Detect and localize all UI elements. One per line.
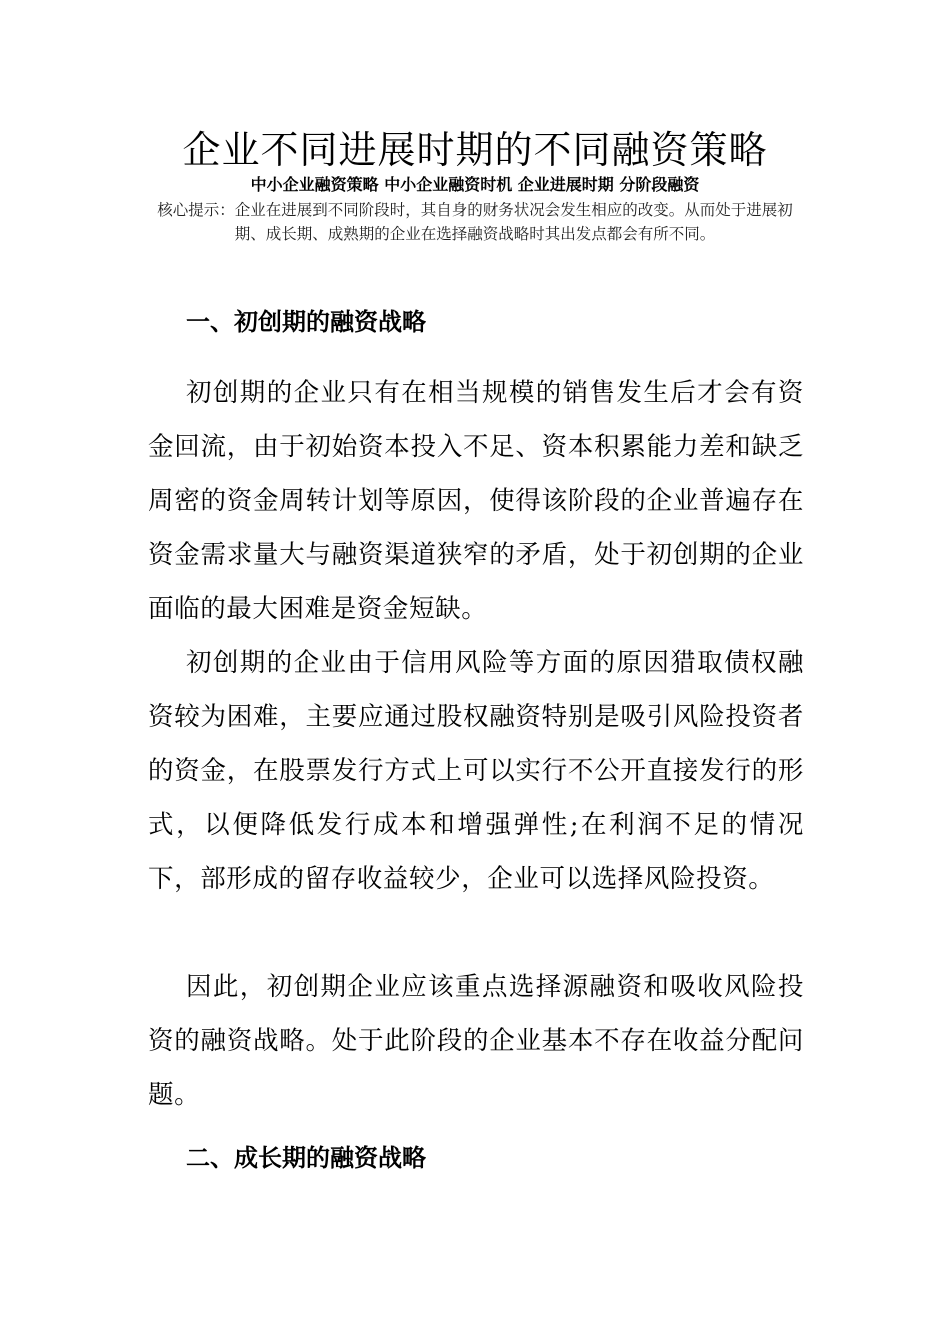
section-heading: 一、初创期的融资战略 (186, 307, 426, 336)
body-paragraph: 初创期的企业由于信用风险等方面的原因猎取债权融资较为困难，主要应通过股权融资特别是吸引风险投资者的资金，在股票发行方式上可以实行不公开直接发行的形式，以便降低发行成本和增强弹性;在利润不足的情况下，部形成的留存收益较少，企业可以选择风险投资。 (148, 648, 804, 894)
document-summary: 核心提示：企业在进展到不同阶段时，其自身的财务状况会发生相应的改变。从而处于进展初期、成长期、成熟期的企业在选择融资战略时其出发点都会有所不同。 (157, 201, 793, 243)
body-paragraph: 因此，初创期企业应该重点选择源融资和吸收风险投资的融资战略。处于此阶段的企业基本不存在收益分配问题。 (148, 972, 804, 1110)
document-keywords: 中小企业融资策略 中小企业融资时机 企业进展时期 分阶段融资 (250, 175, 700, 194)
section-heading: 二、成长期的融资战略 (186, 1143, 426, 1172)
document-title: 企业不同进展时期的不同融资策略 (182, 128, 768, 172)
body-paragraph: 初创期的企业只有在相当规模的销售发生后才会有资金回流，由于初始资本投入不足、资本积累能力差和缺乏周密的资金周转计划等原因，使得该阶段的企业普遍存在资金需求量大与融资渠道狭窄的矛盾，处于初创期的企业面临的最大困难是资金短缺。 (148, 378, 804, 624)
